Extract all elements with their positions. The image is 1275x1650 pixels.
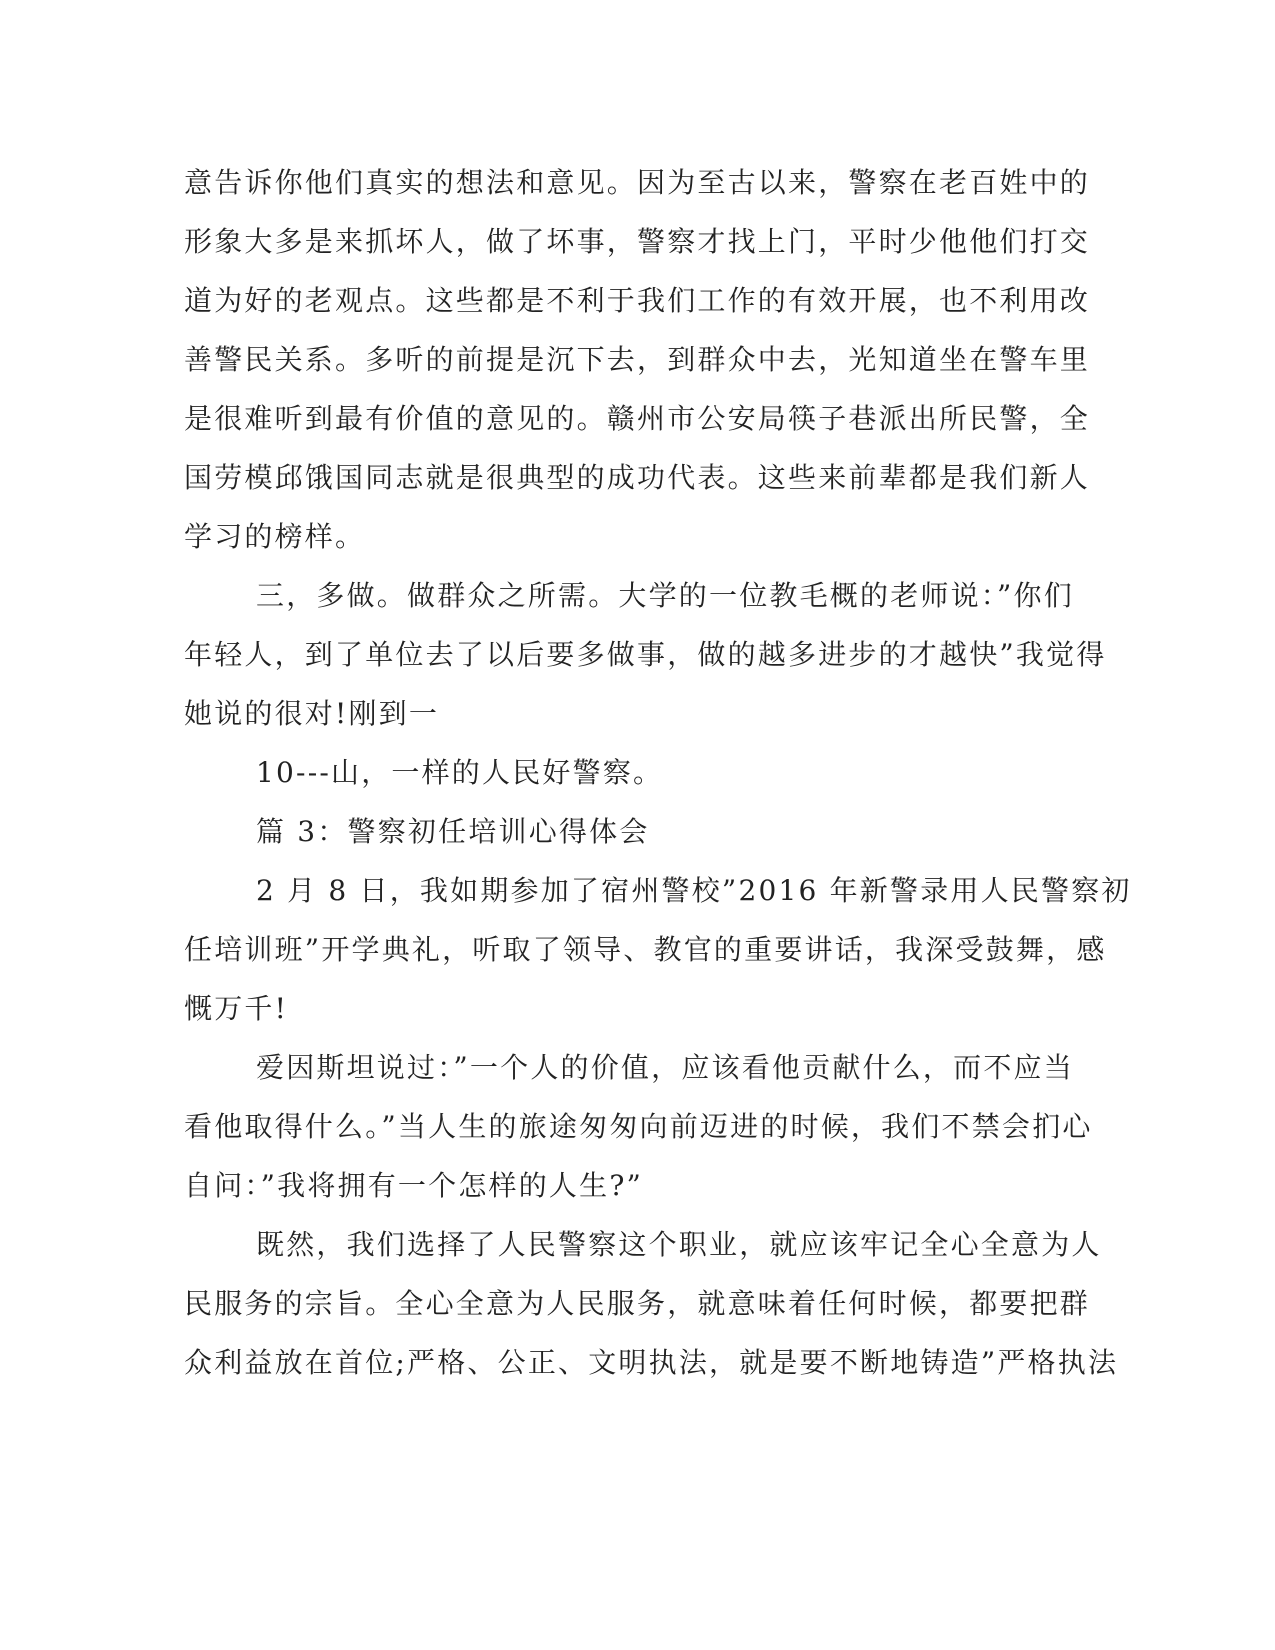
text-line: 形象大多是来抓坏人，做了坏事，警察才找上门，平时少他他们打交 xyxy=(184,225,1091,258)
text-line: 2 月 8 日，我如期参加了宿州警校”2016 年新警录用人民警察初 xyxy=(256,874,1132,907)
text-line: 自问：”我将拥有一个怎样的人生?” xyxy=(184,1169,644,1202)
text-line: 众利益放在首位;严格、公正、文明执法，就是要不断地铸造”严格执法 xyxy=(184,1346,1119,1379)
text-line: 既然，我们选择了人民警察这个职业，就应该牢记全心全意为人 xyxy=(256,1228,1102,1261)
text-line: 国劳模邱饿国同志就是很典型的成功代表。这些来前辈都是我们新人 xyxy=(184,461,1091,494)
text-line: 她说的很对!刚到一 xyxy=(184,697,440,730)
text-line: 爱因斯坦说过：”一个人的价值，应该看他贡献什么，而不应当 xyxy=(256,1051,1074,1084)
text-line: 三，多做。做群众之所需。大学的一位教毛概的老师说：”你们 xyxy=(256,579,1074,612)
text-line: 是很难听到最有价值的意见的。赣州市公安局筷子巷派出所民警，全 xyxy=(184,402,1091,435)
text-line: 看他取得什么。”当人生的旅途匆匆向前迈进的时候，我们不禁会扪心 xyxy=(184,1110,1093,1143)
text-line: 意告诉你他们真实的想法和意见。因为至古以来，警察在老百姓中的 xyxy=(184,166,1091,199)
text-line: 民服务的宗旨。全心全意为人民服务，就意味着任何时候，都要把群 xyxy=(184,1287,1091,1320)
section-heading: 篇 3：警察初任培训心得体会 xyxy=(256,815,650,848)
text-line: 10---山，一样的人民好警察。 xyxy=(256,756,664,789)
document-body xyxy=(184,153,1132,1392)
text-line: 年轻人，到了单位去了以后要多做事，做的越多进步的才越快”我觉得 xyxy=(184,638,1107,671)
text-line: 善警民关系。多听的前提是沉下去，到群众中去，光知道坐在警车里 xyxy=(184,343,1091,376)
text-line: 任培训班”开学典礼，听取了领导、教官的重要讲话，我深受鼓舞，感 xyxy=(184,933,1107,966)
text-line: 学习的榜样。 xyxy=(184,520,366,553)
text-line: 道为好的老观点。这些都是不利于我们工作的有效开展，也不利用改 xyxy=(184,284,1091,317)
text-line: 慨万千! xyxy=(184,992,289,1025)
